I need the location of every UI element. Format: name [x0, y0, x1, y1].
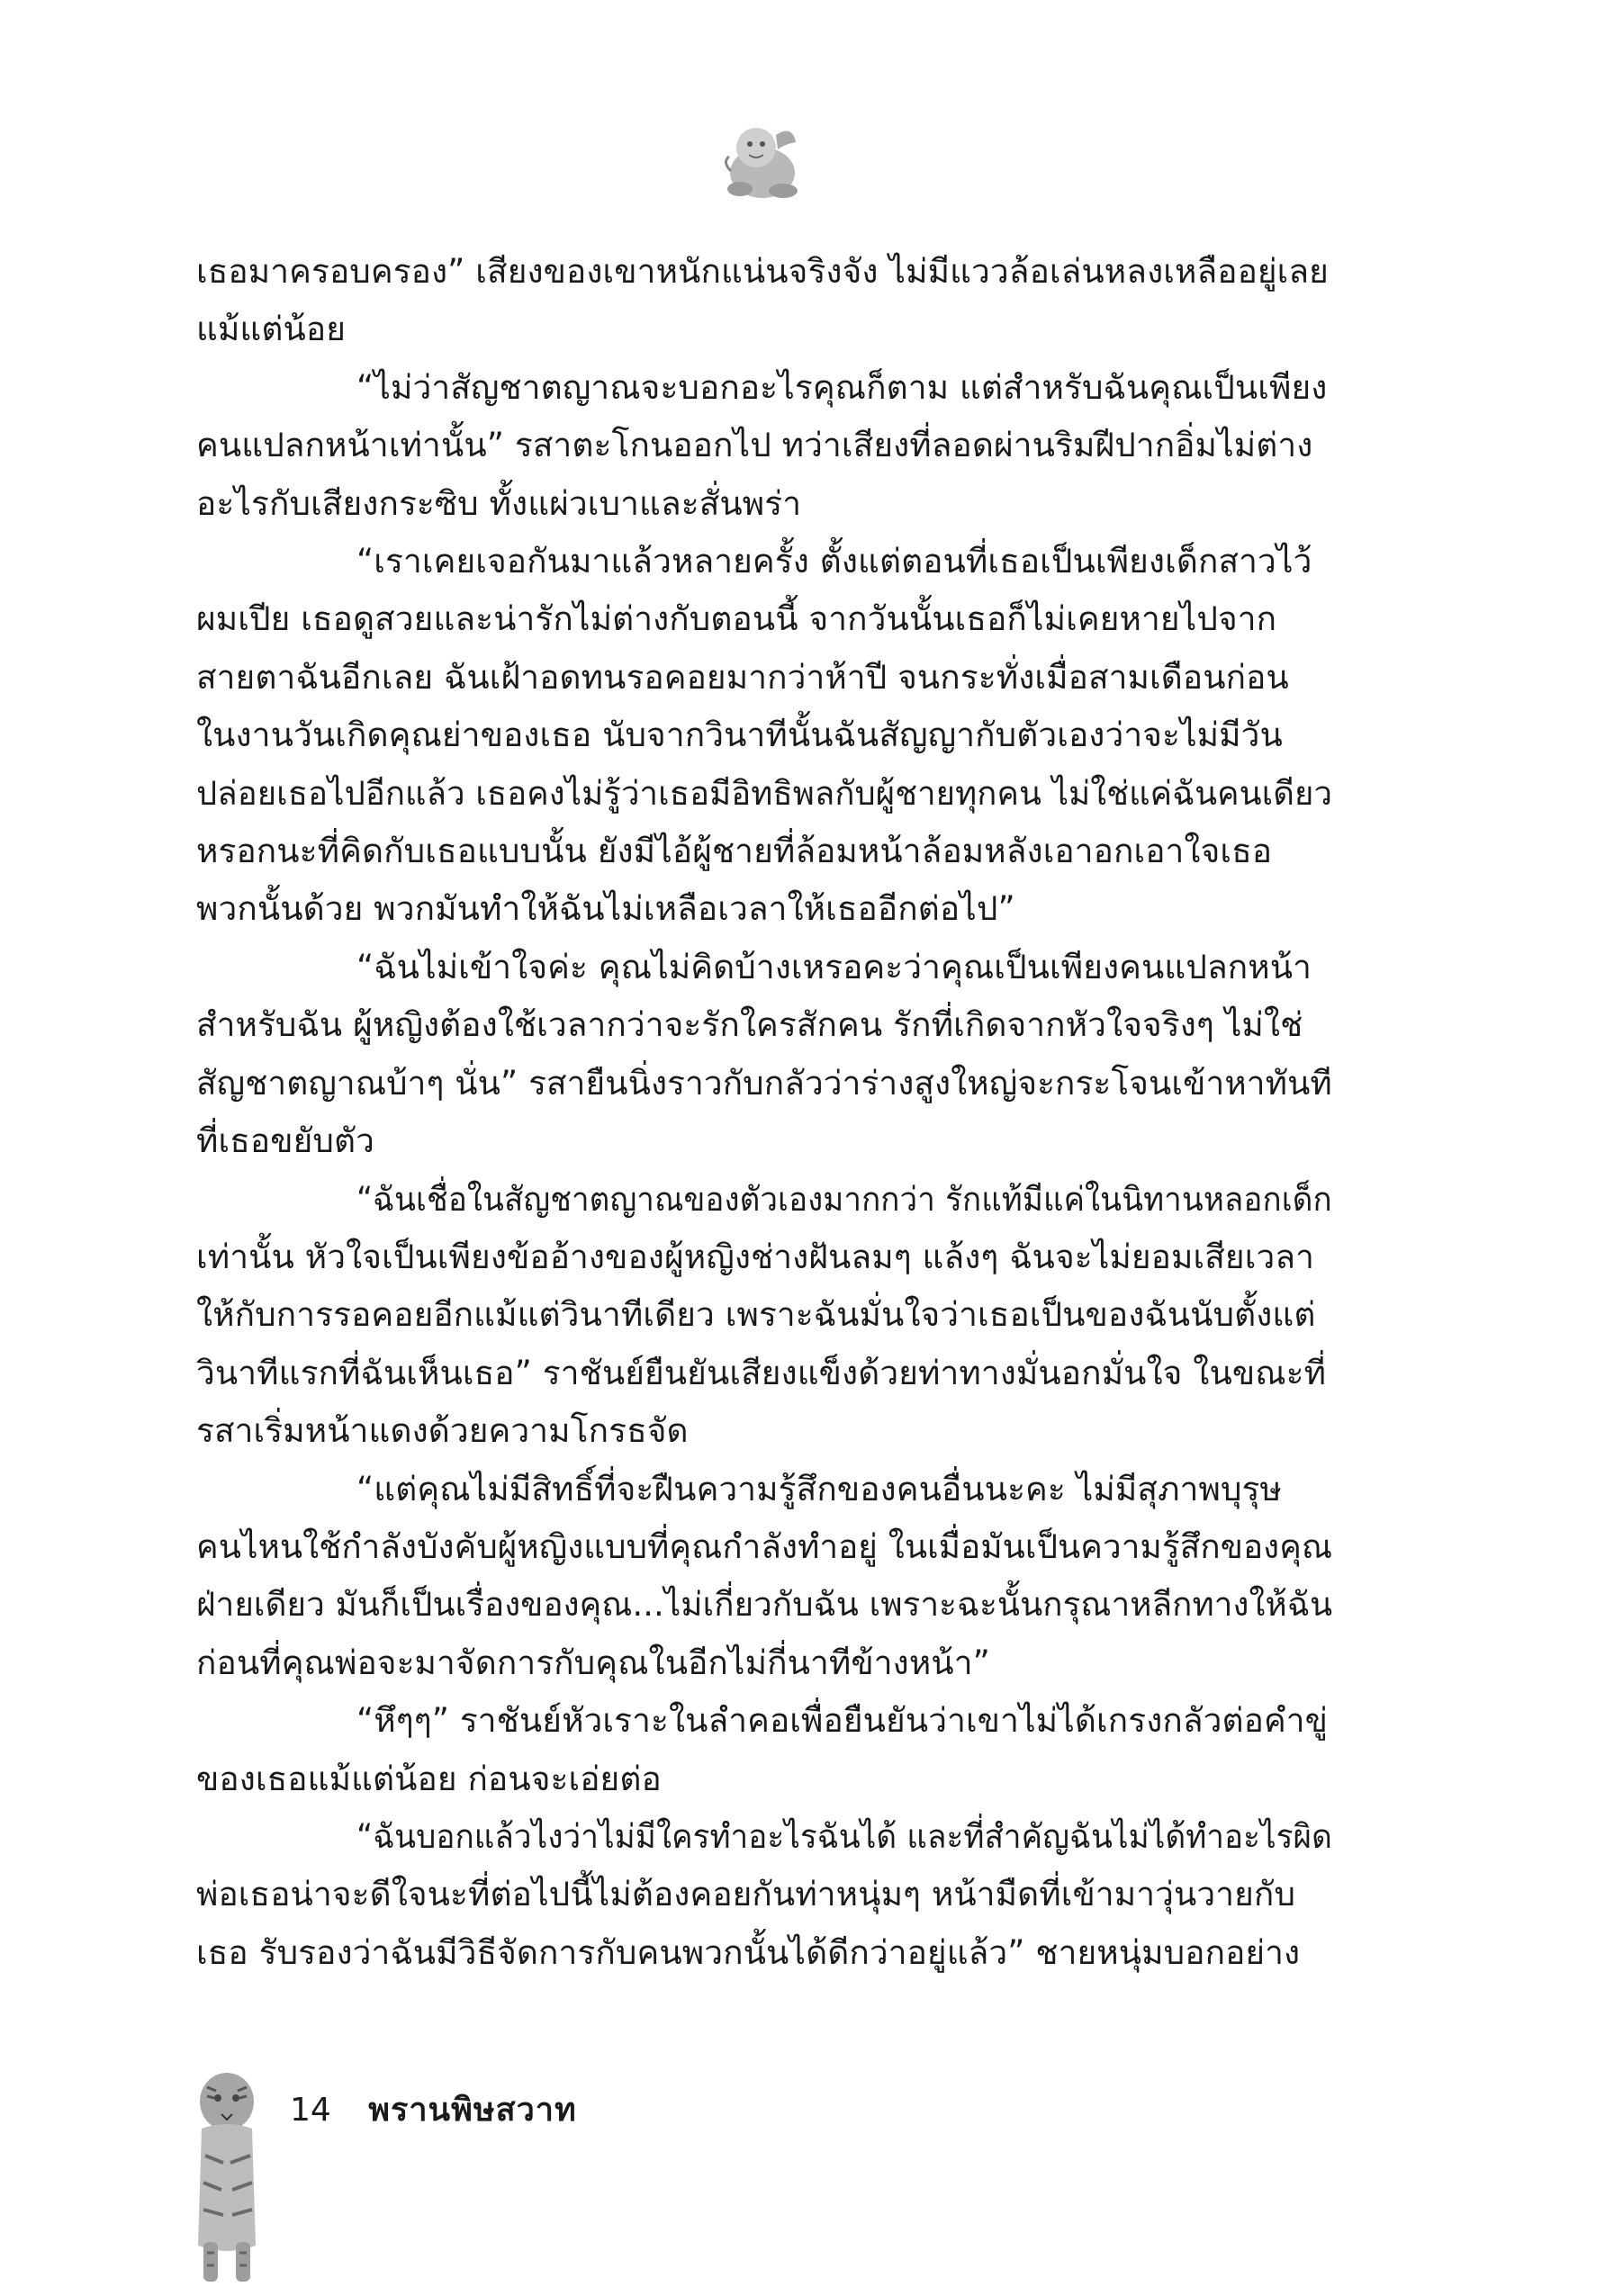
text-line: ปล่อยเธอไปอีกแล้ว เธอคงไม่รู้ว่าเธอมีอิทธิพลกับผู้ชายทุกคน ไม่ใช่แค่ฉันคนเดียว [196, 773, 1333, 813]
text-line: อะไรกับเสียงกระซิบ ทั้งแผ่วเบาและสั่นพร่า [196, 483, 802, 523]
text-line: ที่เธอขยับตัว [196, 1121, 375, 1161]
paragraph [196, 243, 1332, 359]
text-line: เท่านั้น หัวใจเป็นเพียงข้ออ้างของผู้หญิงช่างฝันลมๆ แล้งๆ ฉันจะไม่ยอมเสียเวลา [196, 1237, 1314, 1276]
text-line: หรอกนะที่คิดกับเธอแบบนั้น ยังมีไอ้ผู้ชายที่ล้อมหน้าล้อมหลังเอาอกเอาใจเธอ [196, 832, 1273, 871]
text-line: เธอมาครอบครอง” เสียงของเขาหนักแน่นจริงจัง ไม่มีแววล้อเล่นหลงเหลืออยู่เลย [196, 252, 1329, 291]
paragraph [196, 359, 1332, 533]
text-line: พ่อเธอน่าจะดีใจนะที่ต่อไปนี้ไม่ต้องคอยกันท่าหนุ่มๆ หน้ามืดที่เข้ามาวุ่นวายกับ [196, 1875, 1296, 1914]
text-line: “ฉันบอกแล้วไงว่าไม่มีใครทำอะไรฉันได้ และที่สำคัญฉันไม่ได้ทำอะไรผิด [356, 1816, 1332, 1856]
paragraph [196, 1692, 1332, 1808]
body-text [196, 243, 1332, 1982]
text-line: ฝ่ายเดียว มันก็เป็นเรื่องของคุณ...ไม่เกี่ยวกับฉัน เพราะฉะนั้นกรุณาหลีกทางให้ฉัน [196, 1585, 1333, 1625]
paragraph [196, 1808, 1332, 1982]
paragraph [196, 939, 1332, 1171]
page-footer [290, 2088, 577, 2133]
page-number: 14 [290, 2092, 331, 2129]
text-line: คนแปลกหน้าเท่านั้น” รสาตะโกนออกไป ทว่าเสียงที่ลอดผ่านริมฝีปากอิ่มไม่ต่าง [196, 426, 1313, 465]
text-line: ให้กับการรอคอยอีกแม้แต่วินาทีเดียว เพราะฉันมั่นใจว่าเธอเป็นของฉันนับตั้งแต่ [196, 1295, 1316, 1335]
text-line: พวกนั้นด้วย พวกมันทำให้ฉันไม่เหลือเวลาให้เธออีกต่อไป” [196, 889, 1015, 929]
text-line: รสาเริ่มหน้าแดงด้วยความโกรธจัด [196, 1411, 689, 1451]
paragraph [196, 1461, 1332, 1693]
text-line: ผมเปีย เธอดูสวยและน่ารักไม่ต่างกับตอนนี้ จากวันนั้นเธอก็ไม่เคยหายไปจาก [196, 599, 1277, 639]
book-title: พรานพิษสวาท [368, 2092, 577, 2129]
tiger-icon [187, 2066, 266, 2286]
paragraph [196, 1171, 1332, 1461]
text-line: ในงานวันเกิดคุณย่าของเธอ นับจากวินาทีนั้นฉันสัญญากับตัวเองว่าจะไม่มีวัน [196, 716, 1283, 755]
text-line: ของเธอแม้แต่น้อย ก่อนจะเอ่ยต่อ [196, 1759, 662, 1798]
text-line: “แต่คุณไม่มีสิทธิ์ที่จะฝืนความรู้สึกของคนอื่นนะคะ ไม่มีสุภาพบุรุษ [356, 1469, 1282, 1508]
text-line: สำหรับฉัน ผู้หญิงต้องใช้เวลากว่าจะรักใครสักคน รักที่เกิดจากหัวใจจริงๆ ไม่ใช่ [196, 1005, 1303, 1045]
text-line: วินาทีแรกที่ฉันเห็นเธอ” ราชันย์ยืนยันเสียงแข็งด้วยท่าทางมั่นอกมั่นใจ ในขณะที่ [196, 1353, 1327, 1392]
text-line: “เราเคยเจอกันมาแล้วหลายครั้ง ตั้งแต่ตอนที่เธอเป็นเพียงเด็กสาวไว้ [356, 542, 1312, 581]
text-line: สายตาฉันอีกเลย ฉันเฝ้าอดทนรอคอยมากว่าห้าปี จนกระทั่งเมื่อสามเดือนก่อน [196, 657, 1289, 697]
paragraph [196, 533, 1332, 939]
cartoon-mascot-icon [713, 117, 812, 207]
text-line: “หึๆๆ” ราชันย์หัวเราะในลำคอเพื่อยืนยันว่าเขาไม่ได้เกรงกลัวต่อคำขู่ [356, 1701, 1329, 1741]
text-line: คนไหนใช้กำลังบังคับผู้หญิงแบบที่คุณกำลังทำอยู่ ในเมื่อมันเป็นความรู้สึกของคุณ [196, 1526, 1333, 1566]
text-line: “ฉันไม่เข้าใจค่ะ คุณไม่คิดบ้างเหรอคะว่าคุณเป็นเพียงคนแปลกหน้า [356, 947, 1312, 986]
text-line: ก่อนที่คุณพ่อจะมาจัดการกับคุณในอีกไม่กี่นาทีข้างหน้า” [196, 1643, 990, 1682]
text-line: “ไม่ว่าสัญชาตญาณจะบอกอะไรคุณก็ตาม แต่สำหรับฉันคุณเป็นเพียง [356, 367, 1328, 407]
text-line: แม้แต่น้อย [196, 310, 347, 349]
text-line: “ฉันเชื่อในสัญชาตญาณของตัวเองมากกว่า รักแท้มีแค่ในนิทานหลอกเด็ก [356, 1179, 1332, 1219]
text-line: สัญชาตญาณบ้าๆ นั่น” รสายืนนิ่งราวกับกลัวว่าร่างสูงใหญ่จะกระโจนเข้าหาทันที [196, 1063, 1332, 1103]
text-line: เธอ รับรองว่าฉันมีวิธีจัดการกับคนพวกนั้นได้ดีกว่าอยู่แล้ว” ชายหนุ่มบอกอย่าง [196, 1932, 1301, 1972]
